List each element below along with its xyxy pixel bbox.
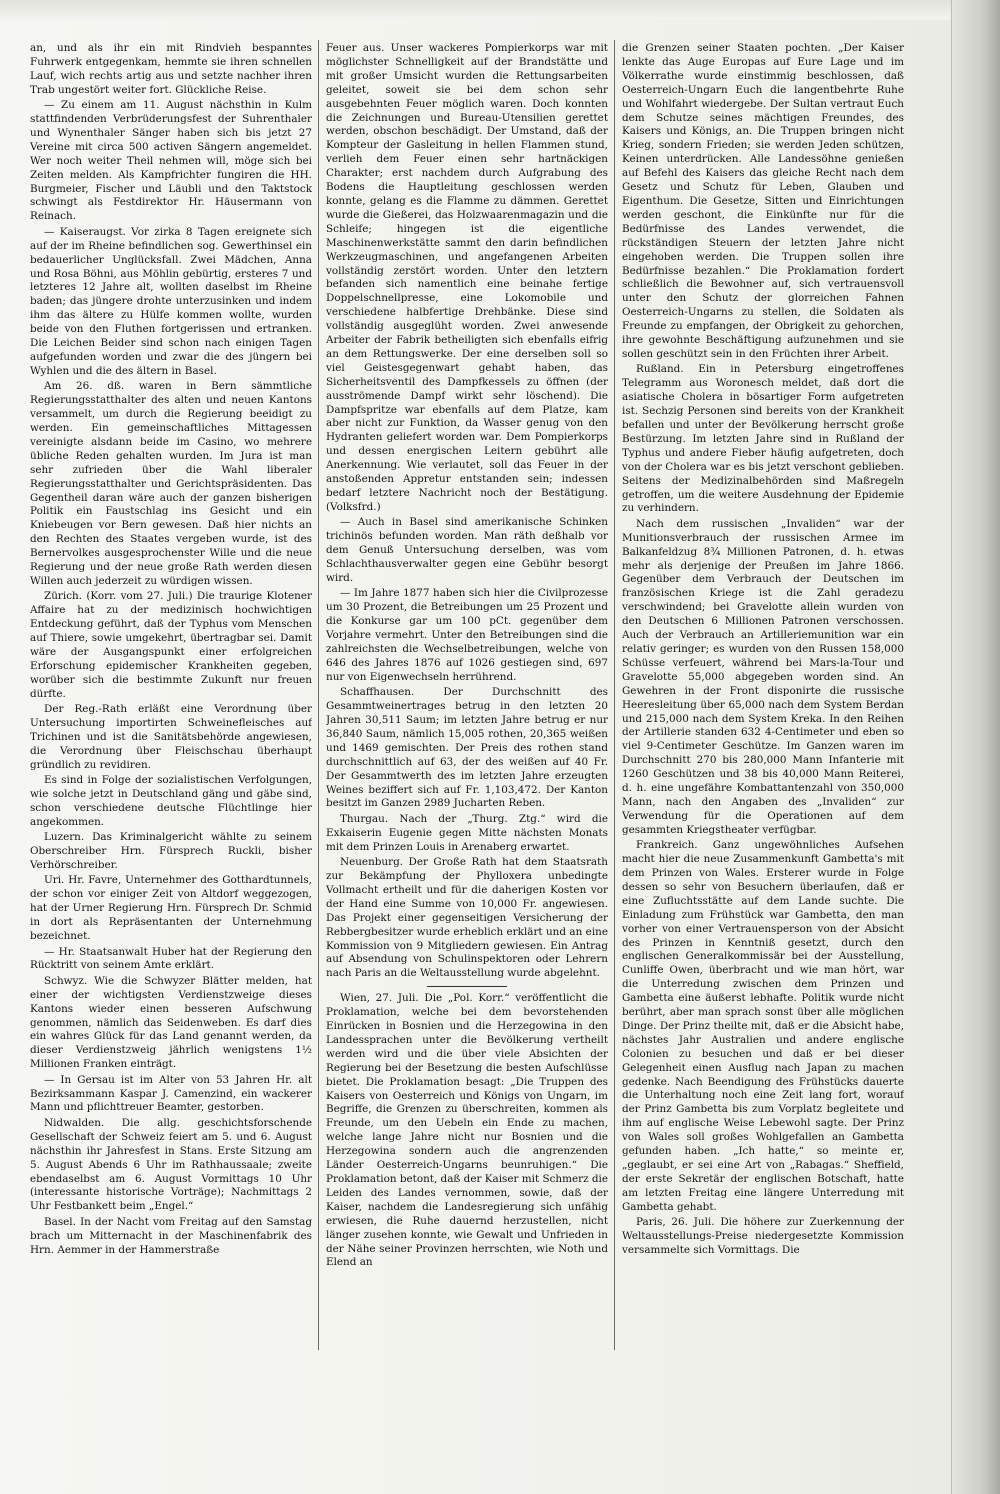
text-column-3 (622, 42, 904, 1470)
paragraph: Basel. In der Nacht vom Freitag auf den Samstag brach um Mitternacht in der Maschinenfabrik des Hrn. Aemmer in der Hammerstraße (30, 1215, 312, 1256)
paragraph: Rußland. Ein in Petersburg eingetroffenes Telegramm aus Woronesch meldet, daß dort die asiatische Cholera in bösartiger Form aufgetreten ist. Sechzig Personen sind bereits von der Krankheit befallen und unter der Bevölkerung herrscht große Bestürzung. Im letzten Jahre sind in Rußland der Typhus und andere Fieber häufig aufgetreten, doch von der Cholera war es bis jetzt verschont geblieben. Seitens der Medizinalbehörden sind Maßregeln getroffen, um die weitere Ausdehnung der Epidemie zu verhindern. (622, 363, 904, 515)
paragraph: Paris, 26. Juli. Die höhere zur Zuerkennung der Weltausstellungs-Preise niedergesetzte Kommission versammelte sich Vormittags. Die (622, 1216, 904, 1256)
paragraph: Am 26. dß. waren in Bern sämmtliche Regierungsstatthalter des alten und neuen Kantons versammelt, um durch die Regierung beeidigt zu werden. Ein gemeinschaftliches Mittagessen vereinigte alsdann beide im Casino, wo mehrere übliche Reden gehalten wurden. Im Jura ist man sehr zufrieden über die Wahl liberaler Regierungsstatthalter und Gerichtspräsidenten. Das Gegentheil daran wäre auch der ganzen bisherigen Politik ein Faustschlag ins Gesicht und ein Kniebeugen vor Bern gewesen. Daß hier nichts an den Rechten des Staates vergeben wurde, ist des Bernervolkes ausgesprochenster Wille und die neue Regierung und der neue große Rath werden diesen Willen auch jederzeit zu würdigen wissen. (30, 380, 312, 587)
page-right-edge (951, 0, 1000, 1494)
paragraph: — Kaiseraugst. Vor zirka 8 Tagen ereignete sich auf der im Rheine befindlichen sog. Gewerthinsel ein bedauerlicher Unglücksfall. Zwei Mädchen, Anna und Rosa Böhni, aus Möhlin gebürtig, ersteres 7 und letzteres 12 Jahre alt, wollten daselbst im Rheine baden; das jüngere drohte unterzusinken und indem ihm das ältere zu Hülfe kommen wollte, wurden beide von den Fluthen fortgerissen und ertranken. Die Leichen Beider sind schon nach einigen Tagen aufgefunden worden und zwar die des jüngern bei Wyhlen und die des ältern in Basel. (30, 225, 312, 377)
section-separator (427, 986, 507, 987)
paragraph: Schaffhausen. Der Durchschnitt des Gesammtweinertrages betrug in den letzten 20 Jahren 30,511 Saum; im letzten Jahre betrug er nur 36,840 Saum, nämlich 15,005 rothen, 20,365 weißen und 1469 gemischten. Der Preis des rothen stand durchschnittlich auf 63, der des weißen auf 40 Fr. Der Gesammtwerth des im letzten Jahre erzeugten Weines beziffert sich auf Fr. 1,103,472. Der Kanton besitzt im Ganzen 2989 Jucharten Reben. (326, 686, 608, 810)
paragraph: — Auch in Basel sind amerikanische Schinken trichinös befunden worden. Man räth deßhalb vor dem Genuß Untersuchung derselben, was vom Schlachthausverwalter gegen eine Gebühr besorgt wird. (326, 516, 608, 584)
paragraph: — Im Jahre 1877 haben sich hier die Civilprozesse um 30 Prozent, die Betreibungen um 25 Prozent und die Konkurse gar um 100 pCt. gegenüber dem Vorjahre vermehrt. Unter den Betreibungen sind die zahlreichsten die Wechselbetreibungen, welche von 646 des Jahres 1876 auf 1026 gestiegen sind, 697 nur von Eigenwechseln herrührend. (326, 587, 608, 683)
paragraph: die Grenzen seiner Staaten pochten. „Der Kaiser lenkte das Auge Europas auf Eure Lage und im Völkerrathe wurde einstimmig beschlossen, daß Oesterreich-Ungarn Euch die langentbehrte Ruhe und Wohlfahrt wiedergebe. Der Sultan vertraut Euch dem Schutze seines mächtigen Freundes, des Kaisers und Königs, an. Die Truppen bringen nicht Krieg, sondern Frieden; sie werden Jeden schützen, Keinen unterdrücken. Alle Landessöhne genießen auf Befehl des Kaisers das gleiche Recht nach dem Gesetz und Schutz für Leben, Glauben und Eigenthum. Die Gesetze, Sitten und Einrichtungen werden geschont, die Einkünfte nur für die Bedürfnisse des Landes verwendet, die rückständigen Steuern der letzten Jahre nicht eingehoben werden. Die Truppen sollen ihre Bedürfnisse bezahlen.“ Die Proklamation fordert schließlich die Bewohner auf, sich vertrauensvoll unter den Schutz der glorreichen Fahnen Oesterreich-Ungarns zu stellen, die Soldaten als Freunde zu empfangen, der Obrigkeit zu gehorchen, ihre gewohnte Beschäftigung aufzunehmen und sie sollen geschützt sein in den Früchten ihrer Arbeit. (622, 42, 904, 360)
paragraph: an, und als ihr ein mit Rindvieh bespanntes Fuhrwerk entgegenkam, hemmte sie ihren schnellen Lauf, wich rechts artig aus und setzte nachher ihren Trab ungestört weiter fort. Glückliche Reise. (30, 42, 312, 96)
column-divider (614, 40, 615, 1350)
paragraph: — Hr. Staatsanwalt Huber hat der Regierung den Rücktritt von seinem Amte erklärt. (30, 945, 312, 972)
paragraph: Es sind in Folge der sozialistischen Verfolgungen, wie solche jetzt in Deutschland gäng und gäbe sind, schon verschiedene deutsche Flüchtlinge hier angekommen. (30, 774, 312, 828)
column-divider (318, 40, 319, 1350)
paragraph: Luzern. Das Kriminalgericht wählte zu seinem Oberschreiber Hrn. Fürsprech Ruckli, bisher Verhörschreiber. (30, 831, 312, 872)
paragraph: Nach dem russischen „Invaliden“ war der Munitionsverbrauch der russischen Armee im Balkanfeldzug 8¾ Millionen Patronen, d. h. etwas mehr als derjenige der Preußen im Jahre 1866. Gegenüber dem Verbrauch der Deutschen im französischen Kriege ist die Zahl geradezu verschwindend; bei Gravelotte allein wurden von den Deutschen 6 Millionen Patronen verschossen. Auch der Verbrauch an Artilleriemunition war ein relativ geringer; es wurden von den Russen 158,000 Schüsse verfeuert, während bei Mars-la-Tour und Gravelotte 55,000 abgegeben worden sind. An Gewehren in der Front disponirte die russische Heeresleitung über 65,000 nach dem System Berdan und 215,000 nach dem System Kreka. In den Reihen der Artillerie standen 632 4-Centimeter und eben so viel 9-Centimeter Geschütze. Im Ganzen waren im Durchschnitt 270 bis 280,000 Mann Infanterie mit 1260 Geschützen und 38 bis 40,000 Mann Reiterei, d. h. eine ungefähre Kombattantenzahl von 350,000 Mann, nach den Angaben des „Invaliden“ zur Verwendung für die Operationen auf dem gesammten Kriegstheater verfügbar. (622, 517, 904, 836)
paragraph: Wien, 27. Juli. Die „Pol. Korr.“ veröffentlicht die Proklamation, welche bei dem bevorstehenden Einrücken in Bosnien und die Herzegowina in den Landessprachen unter die Bevölkerung vertheilt werden wird und die über viele Absichten der Regierung bei der Besetzung die besten Aufschlüsse bietet. Die Proklamation besagt: „Die Truppen des Kaisers von Oesterreich und Königs von Ungarn, im Begriffe, die Grenzen zu überschreiten, kommen als Freunde, um den Uebeln ein Ende zu machen, welche lange Jahre nicht nur Bosnien und die Herzegowina sondern auch die angrenzenden Länder Oesterreich-Ungarns beunruhigen.“ Die Proklamation betont, daß der Kaiser mit Schmerz die Leiden des Landes vernommen, sowie, daß der Kaiser, nachdem die Landesregierung sich unfähig erwiesen, die Ruhe dauernd herzustellen, nicht länger zusehen konnte, wie Gewalt und Unfrieden in der Nähe seiner Provinzen herrschten, wie Noth und Elend an (326, 992, 608, 1269)
paragraph: Uri. Hr. Favre, Unternehmer des Gotthardtunnels, der schon vor einiger Zeit von Altdorf weggezogen, hat der Urner Regierung Hrn. Fürsprech Dr. Schmid in dort als Repräsentanten der Unternehmung bezeichnet. (30, 874, 312, 943)
text-column-1 (30, 42, 312, 1470)
text-column-2 (326, 42, 608, 1470)
paragraph: Zürich. (Korr. vom 27. Juli.) Die traurige Klotener Affaire hat zu der medizinisch hochwichtigen Entdeckung geführt, daß der Typhus vom Menschen auf Thiere, sowie umgekehrt, übertragbar sei. Damit wäre der Ausgangspunkt einer erfolgreichen Erforschung epidemischer Krankheiten gegeben, worüber sich die bestimmte Zukunft nur freuen dürfte. (30, 590, 312, 700)
paragraph: Schwyz. Wie die Schwyzer Blätter melden, hat einer der wichtigsten Verdienstzweige dieses Kantons wieder einen besseren Aufschwung genommen, nämlich das Seidenweben. Es darf dies ein wahres Glück für das Land genannt werden, da dieser Verdienstzweig jährlich wenigstens 1½ Millionen Franken einträgt. (30, 974, 312, 1071)
paragraph: Frankreich. Ganz ungewöhnliches Aufsehen macht hier die neue Zusammenkunft Gambetta's mit dem Prinzen von Wales. Ersterer wurde in Folge dessen so sehr von Besuchern überlaufen, daß er eine Zufluchtsstätte auf dem Lande suchte. Die Einladung zum Frühstück war Gambetta, den man vorher von einer Vertrauensperson von der Absicht des Prinzen in Kenntniß gesetzt, durch den englischen Generalkommissär bei der Ausstellung, Cunliffe Owen, überbracht und wie man hört, war die Unterredung zwischen dem Prinzen und Gambetta eine äußerst lebhafte. Politik wurde nicht berührt, aber man sprach sonst über alle möglichen Dinge. Der Prinz theilte mit, daß er die Absicht habe, nächstes Jahr Australien und andere englische Colonien zu besuchen und daß er bei dieser Gelegenheit einen Ausflug nach Japan zu machen gedenke. Nach Beendigung des Frühstücks dauerte die Unterhaltung noch eine Zeit lang fort, worauf der Prinz Gambetta bis zum Vorplatz begleitete und ihm auf englische Weise Lebewohl sagte. Der Prinz von Wales soll großes Wohlgefallen an Gambetta gefunden haben. „Ich hatte,“ so meinte er, „geglaubt, er sei eine Art von „Rabagas.“ Sheffield, der erste Sekretär der englischen Botschaft, hatte am letzten Freitag eine längere Unterredung mit Gambetta gehabt. (622, 839, 904, 1213)
paragraph: Neuenburg. Der Große Rath hat dem Staatsrath zur Bekämpfung der Phylloxera unbedingte Vollmacht ertheilt und für die daherigen Kosten vor der Hand eine Summe von 10,000 Fr. angewiesen. Das Projekt einer gegenseitigen Versicherung der Rebbergbesitzer wurde erheblich erklärt und an eine Kommission von 9 Mitgliedern gewiesen. Ein Antrag auf Absendung von Schulinspektoren oder Lehrern nach Paris an die Weltausstellung wurde abgelehnt. (326, 856, 608, 980)
paragraph: Nidwalden. Die allg. geschichtsforschende Gesellschaft der Schweiz feiert am 5. und 6. August nächsthin ihr Jahresfest in Stans. Erste Sitzung am 5. August Abends 6 Uhr im Rathhaussaale; zweite ebendaselbst am 6. August Vormittags 10 Uhr (interessante historische Vorträge); Nachmittags 2 Uhr Festbankett beim „Engel.“ (30, 1116, 312, 1213)
paragraph: — Zu einem am 11. August nächsthin in Kulm stattfindenden Verbrüderungsfest der Suhrenthaler und Wynenthaler Sänger haben sich bis jetzt 27 Vereine mit circa 500 activen Sängern angemeldet. Wer noch weiter Theil nehmen will, möge sich bei Zeiten melden. Als Kampfrichter fungiren die HH. Burgmeier, Fischer und Läubli und den Taktstock schwingt als Festdirektor Hr. Häusermann von Reinach. (30, 99, 312, 223)
paragraph: Der Reg.-Rath erläßt eine Verordnung über Untersuchung importirten Schweinefleisches auf Trichinen und ist die Sanitätsbehörde angewiesen, die Verordnung über Fleischschau überhaupt gründlich zu revidiren. (30, 703, 312, 771)
paragraph: Thurgau. Nach der „Thurg. Ztg.“ wird die Exkaiserin Eugenie gegen Mitte nächsten Monats mit dem Prinzen Louis in Arenaberg erwartet. (326, 812, 608, 853)
paragraph: — In Gersau ist im Alter von 53 Jahren Hr. alt Bezirksammann Kaspar J. Camenzind, ein wackerer Mann und pflichttreuer Beamter, gestorben. (30, 1073, 312, 1114)
page-top-edge (0, 0, 1000, 20)
paragraph: Feuer aus. Unser wackeres Pompierkorps war mit möglichster Schnelligkeit auf der Brandstätte und mit großer Umsicht wurden die Rettungsarbeiten geleitet, soweit sie bei dem schon sehr ausgebehnten Feuer möglich waren. Doch konnten die Zeichnungen und Bureau-Utensilien gerettet werden, obschon beschädigt. Der Umstand, daß der Kompteur der Gasleitung in hellen Flammen stund, verlieh dem Feuer einen sehr hartnäckigen Charakter; erst nachdem durch Aufgrabung des Bodens die Hauptleitung geschlossen werden konnte, gelang es die Flamme zu dämmen. Gerettet wurde die Gießerei, das Holzwaarenmagazin und die Schleife; hingegen ist die eigentliche Maschinenwerkstätte sammt den darin befindlichen Werkzeugmaschinen, und angefangenen Arbeiten vollständig zerstört worden. Unter den letztern befanden sich namentlich eine beinahe fertige Doppelschnellpresse, eine Lokomobile und verschiedene halbfertige Drehbänke. Diese sind vollständig ausgeglüht worden. Zwei anwesende Arbeiter der Fabrik betheiligten sich ebenfalls eifrig an dem Rettungswerke. Der eine derselben soll so viel Geistesgegenwart gehabt haben, das Sicherheitsventil des Dampfkessels zu öffnen (der ausströmende Dampf wirkt sehr löschend). Die Dampfspritze war ebenfalls auf dem Platze, kam aber nicht zur Funktion, da Wasser genug von den Hydranten geliefert worden war. Dem Pompierkorps und dessen energischen Leitern gebührt alle Anerkennung. Wie verlautet, soll das Feuer in der anstoßenden Appretur entstanden sein; indessen bedarf letztere Nachricht noch der Bestätigung. (Volksfrd.) (326, 42, 608, 513)
